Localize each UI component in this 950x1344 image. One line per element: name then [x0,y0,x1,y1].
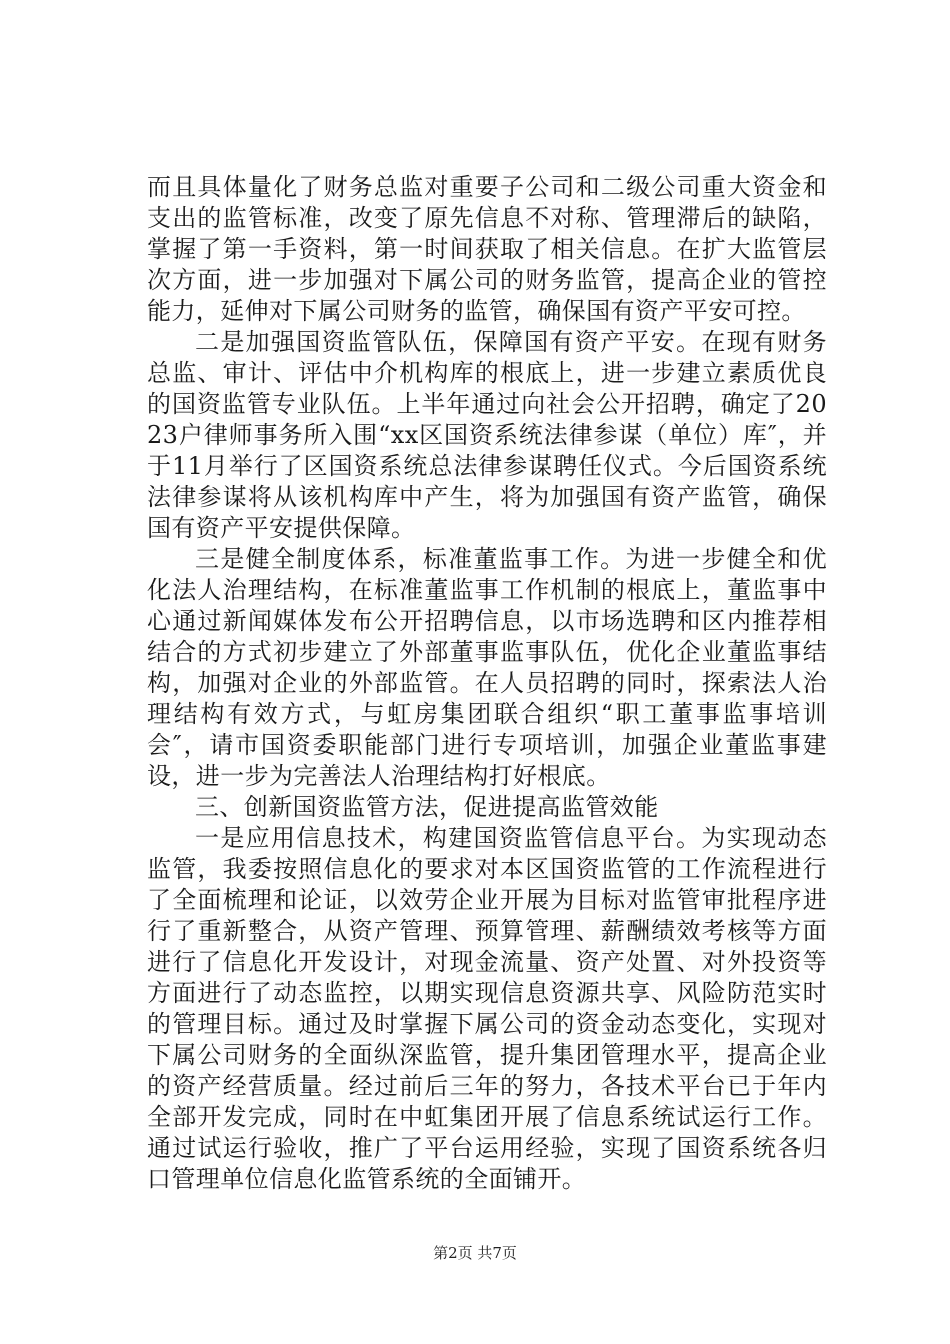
paragraph-supervision-team: 二是加强国资监管队伍，保障国有资产平安。在现有财务总监、审计、评估中介机构库的根底上，进一步建立素质优良的国资监管专业队伍。上半年通过向社会公开招聘，确定了2023户律师事务所入围“xx区国资系统法律参谋（单位）库″，并于11月举行了区国资系统总法律参谋聘任仪式。今后国资系统法律参谋将从该机构库中产生，将为加强国有资产监管，确保国有资产平安提供保障。 [147,328,827,542]
paragraph-info-platform: 一是应用信息技术，构建国资监管信息平台。为实现动态监管，我委按照信息化的要求对本区国资监管的工作流程进行了全面梳理和论证，以效劳企业开展为目标对监管审批程序进行了重新整合，从资产管理、预算管理、薪酬绩效考核等方面进行了信息化开发设计，对现金流量、资产处置、对外投资等方面进行了动态监控，以期实现信息资源共享、风险防范实时的管理目标。通过及时掌握下属公司的资金动态变化，实现对下属公司财务的全面纵深监管，提升集团管理水平，提高企业的资产经营质量。经过前后三年的努力，各技术平台已于年内全部开发完成，同时在中虹集团开展了信息系统试运行工作。通过试运行验收，推广了平台运用经验，实现了国资系统各归口管理单位信息化监管系统的全面铺开。 [147,824,827,1193]
document-body [147,172,827,1195]
page-number-footer: 第2页 共7页 [433,1244,517,1262]
paragraph-board-system: 三是健全制度体系，标准董监事工作。为进一步健全和优化法人治理结构，在标准董监事工作机制的根底上，董监事中心通过新闻媒体发布公开招聘信息，以市场选聘和区内推荐相结合的方式初步建立了外部董事监事队伍，优化企业董监事结构，加强对企业的外部监管。在人员招聘的同时，探索法人治理结构有效方式，与虹房集团联合组织“职工董事监事培训会″，请市国资委职能部门进行专项培训，加强企业董监事建设，进一步为完善法人治理结构打好根底。 [147,545,827,790]
section-heading-innovation: 三、创新国资监管方法，促进提高监管效能 [195,793,659,821]
paragraph-continuation: 而且具体量化了财务总监对重要子公司和二级公司重大资金和支出的监管标准，改变了原先信息不对称、管理滞后的缺陷，掌握了第一手资料，第一时间获取了相关信息。在扩大监管层次方面，进一步加强对下属公司的财务监管，提高企业的管控能力，延伸对下属公司财务的监管，确保国有资产平安可控。 [147,173,827,325]
